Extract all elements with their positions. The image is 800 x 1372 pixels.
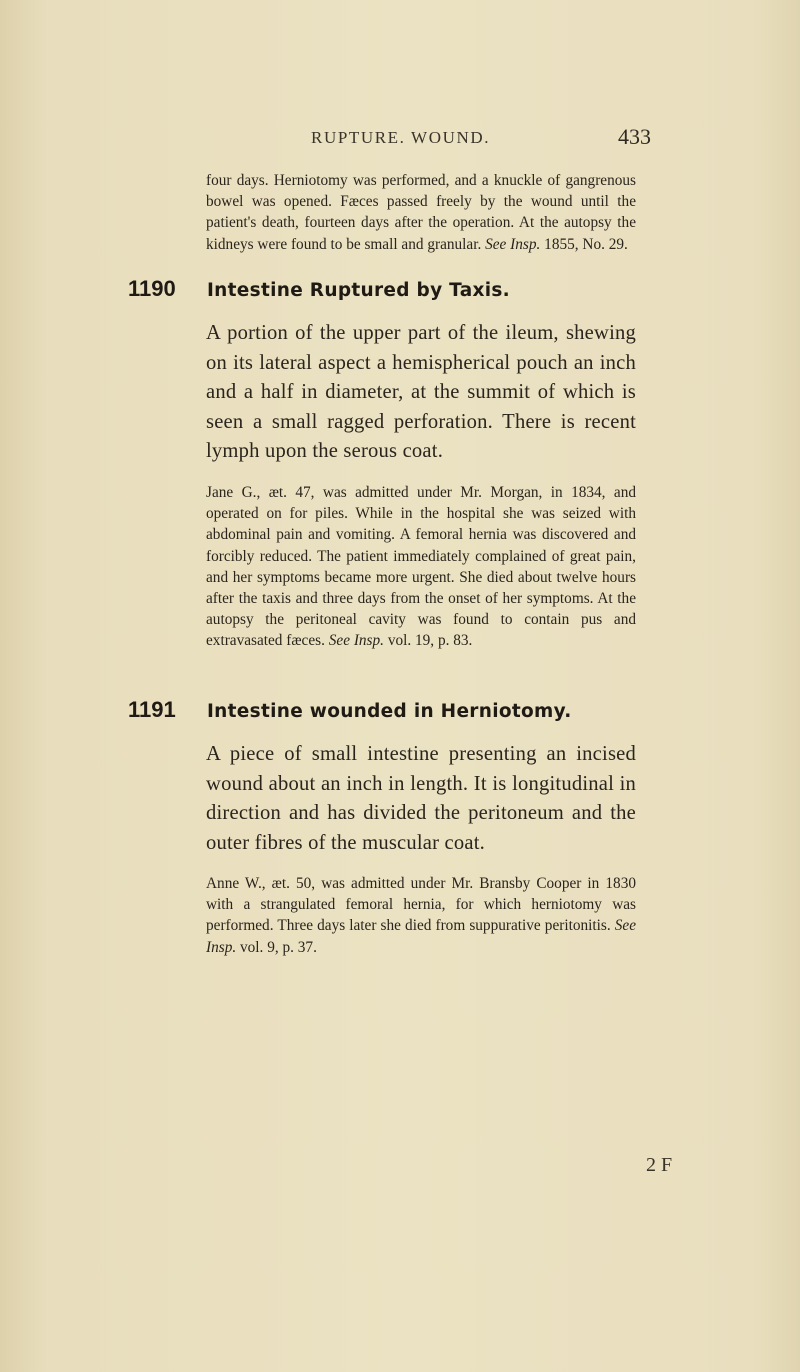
case-history-1190 bbox=[206, 482, 636, 652]
intro-ref-insp: Insp. bbox=[510, 235, 541, 253]
case-history-1191 bbox=[206, 873, 636, 958]
intro-ref-see: See bbox=[485, 235, 507, 253]
case-ref-tail-1191: vol. 9, p. 37. bbox=[240, 938, 317, 956]
case-description-block-1190 bbox=[206, 319, 636, 467]
case-ref-see-1190: See bbox=[328, 632, 350, 650]
case-ref-tail-1190: vol. 19, p. 83. bbox=[387, 632, 473, 650]
case-history-block-1191 bbox=[206, 873, 636, 958]
case-description-1190: A portion of the upper part of the ileum, shewing on its lateral aspect a hemispherical pouch an inch and a half in diameter, at the summit of which is seen a small ragged perforation. There is recent lymph upon the serous coat. bbox=[206, 322, 636, 463]
case-ref-insp-1191: Insp. bbox=[206, 938, 237, 956]
case-history-text-1191: Anne W., æt. 50, was admitted under Mr. Bransby Cooper in 1830 with a strangulated femoral hernia, for which herniotomy was performed. Three days later she died from suppurative peritonitis. bbox=[206, 875, 636, 935]
intro-ref-tail: 1855, No. 29. bbox=[544, 235, 628, 253]
case-title-1190: Intestine Ruptured by Taxis. bbox=[207, 280, 510, 301]
signature-mark: 2 F bbox=[646, 1154, 673, 1176]
intro-text: four days. Herniotomy was performed, and a knuckle of gangrenous bowel was opened. Fæces passed freely by the wound until the patient's death, fourteen days after the operation. At the autopsy the kidneys were found to be small and granular. bbox=[206, 172, 636, 253]
case-history-text-1190: Jane G., æt. 47, was admitted under Mr. Morgan, in 1834, and operated on for piles. While in the hospital she was seized with abdominal pain and vomiting. A femoral hernia was discovered and forcibly reduced. The patient immediately complained of great pain, and her symptoms became more urgent. She died about twelve hours after the taxis and three days from the onset of her symptoms. At the autopsy the peritoneal cavity was found to contain pus and extravasated fæces. bbox=[206, 484, 636, 650]
case-number-1191: 1191 bbox=[128, 697, 176, 722]
case-description-1191: A piece of small intestine presenting an incised wound about an inch in length. It is longitudinal in direction and has divided the peritoneum and the outer fibres of the muscular coat. bbox=[206, 743, 636, 854]
intro-paragraph-block bbox=[206, 170, 636, 255]
case-number-1190: 1190 bbox=[128, 276, 176, 301]
case-ref-see-1191: See bbox=[614, 917, 636, 935]
intro-paragraph bbox=[206, 170, 636, 255]
running-head: RUPTURE. WOUND. bbox=[311, 128, 491, 147]
case-ref-insp-1190: Insp. bbox=[353, 632, 384, 650]
case-description-block-1191 bbox=[206, 740, 636, 858]
case-history-block-1190 bbox=[206, 482, 636, 652]
case-title-1191: Intestine wounded in Herniotomy. bbox=[207, 701, 572, 722]
page-number: 433 bbox=[618, 124, 651, 149]
